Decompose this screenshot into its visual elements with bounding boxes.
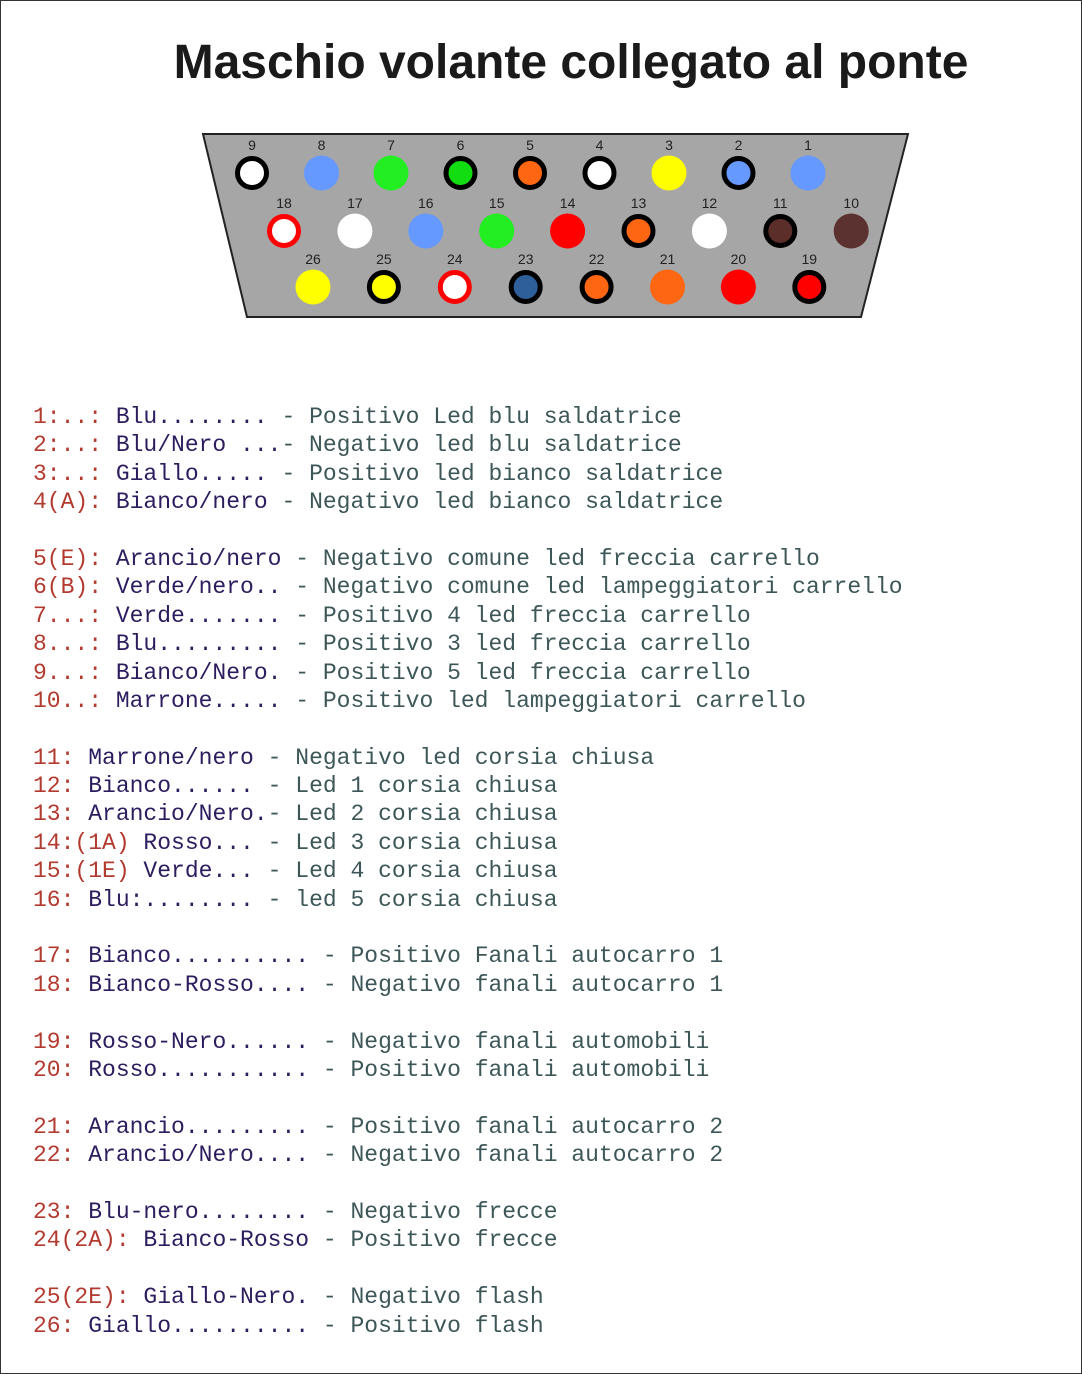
pin-number: 25(2E):	[33, 1284, 130, 1311]
pin-legend-row	[33, 857, 903, 885]
pin-14-label: 14	[559, 195, 576, 211]
pin-legend-row	[33, 1028, 903, 1056]
pin-description: - Positivo frecce	[309, 1227, 558, 1254]
wire-color: Blu/Nero ...	[102, 432, 282, 459]
pin-description: - Positivo fanali autocarro 2	[309, 1113, 724, 1140]
pin-legend-row	[33, 772, 903, 800]
pin-number: 15:(1E)	[33, 858, 130, 885]
wire-color: Giallo-Nero.	[129, 1284, 310, 1311]
pin-description: - Negativo flash	[309, 1284, 544, 1311]
wire-color: Marrone.....	[102, 687, 282, 714]
pin-number: 9...:	[33, 659, 103, 686]
pin-legend-row	[33, 1226, 903, 1254]
wire-color: Giallo..........	[74, 1312, 310, 1339]
pin-3-circle	[652, 156, 687, 191]
pin-9-label: 9	[248, 137, 256, 153]
pin-14-circle	[550, 214, 585, 249]
pin-21-label: 21	[659, 251, 676, 267]
pin-24-label: 24	[447, 251, 463, 267]
pin-25-circle	[369, 273, 398, 302]
pin-description: - Led 2 corsia chiusa	[267, 801, 558, 828]
pin-8-label: 8	[317, 137, 326, 153]
pin-description: - Positivo 5 led freccia carrello	[281, 659, 751, 686]
pin-26-label: 26	[305, 251, 321, 267]
pin-description: - Negativo frecce	[309, 1198, 558, 1225]
pin-description: - Led 3 corsia chiusa	[253, 829, 558, 856]
pin-25-label: 25	[376, 251, 392, 267]
pin-19-circle	[795, 273, 824, 302]
pin-description: - Positivo flash	[309, 1312, 544, 1339]
pin-legend-row	[33, 403, 903, 431]
pin-17-circle	[337, 214, 372, 249]
pin-20-circle	[721, 270, 756, 305]
pin-description: - Positivo 4 led freccia carrello	[281, 602, 751, 629]
pin-6-label: 6	[456, 137, 465, 153]
pin-13-circle	[624, 217, 653, 246]
pin-2-label: 2	[734, 137, 743, 153]
pin-description: - Negativo fanali automobili	[309, 1028, 710, 1055]
pin-number: 17:	[33, 943, 75, 970]
pin-legend-row	[33, 659, 903, 687]
pin-legend-row	[33, 630, 903, 658]
pin-5-circle	[516, 159, 545, 188]
pin-description: - Negativo led corsia chiusa	[253, 744, 655, 771]
pin-number: 4(A):	[33, 489, 103, 516]
pin-12-label: 12	[701, 195, 718, 211]
pin-9-circle	[238, 159, 267, 188]
pin-legend-row	[33, 488, 903, 516]
pin-description: - Negativo led bianco saldatrice	[267, 489, 724, 516]
pin-description: - Negativo comune led lampeggiatori carrello	[281, 574, 903, 601]
pin-13-label: 13	[630, 195, 647, 211]
group-separator	[33, 715, 903, 743]
pin-6-circle	[446, 159, 475, 188]
pin-23-label: 23	[517, 251, 534, 267]
pin-description: - Negativo fanali autocarro 2	[309, 1142, 724, 1169]
pin-number: 8...:	[33, 631, 103, 658]
pin-16-circle	[408, 214, 443, 249]
pin-16-label: 16	[418, 195, 434, 211]
pin-7-circle	[374, 156, 409, 191]
pin-legend-row	[33, 1312, 903, 1340]
wire-color: Bianco-Rosso....	[74, 971, 310, 998]
pin-number: 12:	[33, 773, 75, 800]
pin-legend-row	[33, 744, 903, 772]
pin-number: 19:	[33, 1028, 75, 1055]
group-separator	[33, 999, 903, 1027]
pin-legend-row	[33, 1198, 903, 1226]
wire-color: Marrone/nero	[74, 744, 254, 771]
group-separator	[33, 1170, 903, 1198]
pin-15-label: 15	[488, 195, 505, 211]
pin-description: - Led 1 corsia chiusa	[253, 773, 558, 800]
group-separator	[33, 914, 903, 942]
wire-color: Blu:........	[74, 886, 254, 913]
group-separator	[33, 1255, 903, 1283]
wire-color: Bianco/nero	[102, 489, 268, 516]
pin-18-circle	[270, 217, 299, 246]
pin-description: - Negativo led blu saldatrice	[281, 432, 682, 459]
pin-description: - Negativo fanali autocarro 1	[309, 971, 724, 998]
pin-2-circle	[724, 159, 753, 188]
pin-legend	[33, 403, 903, 1340]
pin-number: 20:	[33, 1056, 75, 1083]
wire-color: Arancio/Nero.	[74, 801, 268, 828]
pin-10-label: 10	[843, 195, 859, 211]
pin-description: - Positivo led lampeggiatori carrello	[281, 687, 806, 714]
wire-color: Blu........	[102, 404, 268, 430]
pin-legend-row	[33, 431, 903, 459]
page-title: Maschio volante collegato al ponte	[173, 36, 969, 89]
pin-description: - Led 4 corsia chiusa	[253, 858, 558, 885]
pin-7-label: 7	[387, 137, 395, 153]
pin-number: 10..:	[33, 687, 103, 714]
wire-color: Verde.......	[102, 602, 282, 629]
wire-color: Rosso-Nero......	[74, 1028, 310, 1055]
pin-24-circle	[440, 273, 469, 302]
pin-legend-row	[33, 1113, 903, 1141]
pin-22-circle	[582, 273, 611, 302]
pin-4-label: 4	[595, 137, 604, 153]
pin-legend-row	[33, 886, 903, 914]
pin-number: 2:..:	[33, 432, 103, 459]
wire-color: Arancio/Nero....	[74, 1142, 310, 1169]
pin-number: 18:	[33, 971, 75, 998]
pin-1-circle	[791, 156, 826, 191]
pin-18-label: 18	[276, 195, 292, 211]
pin-description: - Positivo 3 led freccia carrello	[281, 631, 751, 658]
pin-legend-row	[33, 602, 903, 630]
wire-color: Arancio/nero	[102, 545, 282, 572]
pin-number: 24(2A):	[33, 1227, 130, 1254]
pin-15-circle	[479, 214, 514, 249]
pin-legend-row	[33, 1283, 903, 1311]
pin-22-label: 22	[588, 251, 605, 267]
connector-diagram	[1, 1, 1081, 341]
pin-11-label: 11	[773, 195, 788, 211]
pin-20-label: 20	[730, 251, 747, 267]
pin-legend-row	[33, 1141, 903, 1169]
pin-11-circle	[766, 217, 795, 246]
pin-legend-row	[33, 687, 903, 715]
pin-number: 1:..:	[33, 404, 103, 430]
pin-legend-row	[33, 829, 903, 857]
pin-description: - Positivo led bianco saldatrice	[267, 460, 724, 487]
pin-description: - Positivo Led blu saldatrice	[267, 404, 682, 430]
wire-color: Bianco-Rosso	[129, 1227, 310, 1254]
wire-color: Bianco......	[74, 773, 254, 800]
pin-number: 14:(1A)	[33, 829, 130, 856]
pin-23-circle	[511, 273, 540, 302]
wire-color: Rosso...	[129, 829, 254, 856]
pin-description: - Negativo comune led freccia carrello	[281, 545, 820, 572]
pin-12-circle	[692, 214, 727, 249]
pin-1-label: 1	[804, 137, 812, 153]
pin-number: 5(E):	[33, 545, 103, 572]
pin-description: - Positivo fanali automobili	[309, 1056, 710, 1083]
group-separator	[33, 517, 903, 545]
group-separator	[33, 1084, 903, 1112]
pin-3-label: 3	[665, 137, 673, 153]
pin-number: 13:	[33, 801, 75, 828]
wire-color: Arancio.........	[74, 1113, 310, 1140]
pin-number: 26:	[33, 1312, 75, 1339]
pin-description: - led 5 corsia chiusa	[253, 886, 558, 913]
pin-10-circle	[834, 214, 869, 249]
pin-description: - Positivo Fanali autocarro 1	[309, 943, 724, 970]
pin-number: 21:	[33, 1113, 75, 1140]
pin-number: 3:..:	[33, 460, 103, 487]
pin-5-label: 5	[526, 137, 534, 153]
pin-legend-row	[33, 971, 903, 999]
wire-color: Blu.........	[102, 631, 282, 658]
pin-19-label: 19	[801, 251, 818, 267]
pin-legend-row	[33, 573, 903, 601]
pin-4-circle	[585, 159, 614, 188]
pin-number: 6(B):	[33, 574, 103, 601]
pin-legend-row	[33, 1056, 903, 1084]
pin-number: 16:	[33, 886, 75, 913]
wire-color: Blu-nero........	[74, 1198, 310, 1225]
pin-8-circle	[304, 156, 339, 191]
pin-21-circle	[650, 270, 685, 305]
wire-color: Verde/nero..	[102, 574, 282, 601]
wire-color: Rosso...........	[74, 1056, 310, 1083]
pin-legend-row	[33, 545, 903, 573]
pin-legend-row	[33, 460, 903, 488]
pin-number: 23:	[33, 1198, 75, 1225]
wire-color: Bianco/Nero.	[102, 659, 282, 686]
wire-color: Bianco..........	[74, 943, 310, 970]
pin-number: 22:	[33, 1142, 75, 1169]
pin-26-circle	[296, 270, 331, 305]
wire-color: Giallo.....	[102, 460, 268, 487]
wire-color: Verde...	[129, 858, 254, 885]
pin-number: 7...:	[33, 602, 103, 629]
pin-17-label: 17	[347, 195, 363, 211]
pin-legend-row	[33, 800, 903, 828]
pin-number: 11:	[33, 744, 75, 771]
pin-legend-row	[33, 942, 903, 970]
